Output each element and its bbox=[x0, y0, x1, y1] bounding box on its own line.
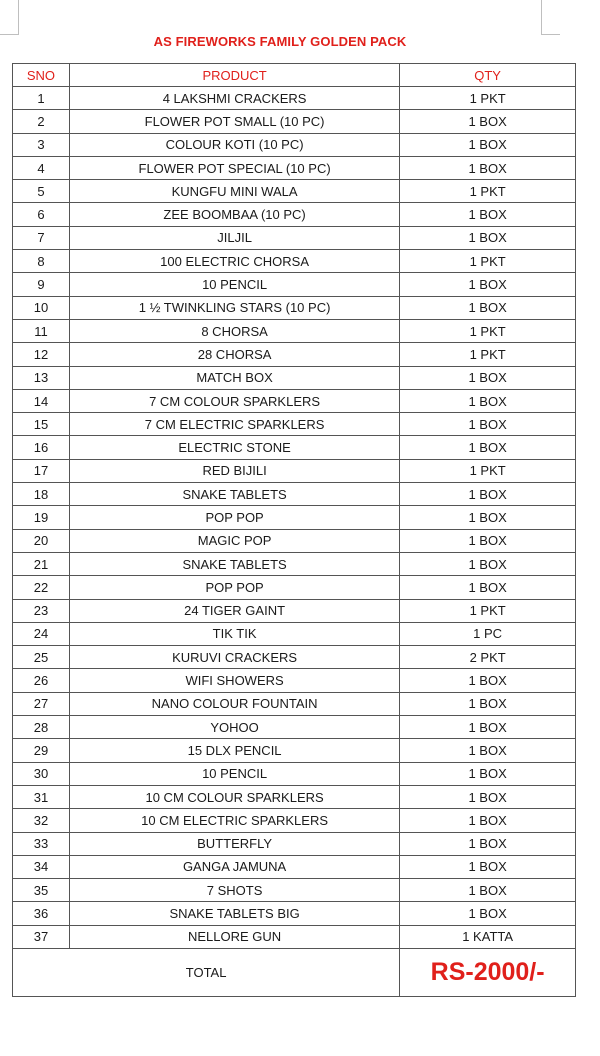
cell-qty: 1 BOX bbox=[400, 762, 576, 785]
cell-product: 10 PENCIL bbox=[69, 273, 399, 296]
table-row bbox=[13, 459, 576, 482]
table-row bbox=[13, 692, 576, 715]
cell-qty: 1 BOX bbox=[400, 483, 576, 506]
table-row bbox=[13, 506, 576, 529]
table-row bbox=[13, 925, 576, 948]
table-row bbox=[13, 133, 576, 156]
table-row bbox=[13, 576, 576, 599]
cell-sno: 37 bbox=[13, 925, 70, 948]
cell-qty: 1 BOX bbox=[400, 110, 576, 133]
page-corner-mark-right bbox=[541, 0, 560, 35]
cell-sno: 29 bbox=[13, 739, 70, 762]
cell-product: RED BIJILI bbox=[69, 459, 399, 482]
table-row bbox=[13, 273, 576, 296]
table-row bbox=[13, 319, 576, 342]
cell-product: 10 CM ELECTRIC SPARKLERS bbox=[69, 809, 399, 832]
cell-product: 7 CM ELECTRIC SPARKLERS bbox=[69, 413, 399, 436]
cell-product: 100 ELECTRIC CHORSA bbox=[69, 250, 399, 273]
table-row bbox=[13, 413, 576, 436]
cell-product: SNAKE TABLETS BIG bbox=[69, 902, 399, 925]
cell-qty: 1 BOX bbox=[400, 902, 576, 925]
cell-qty: 1 BOX bbox=[400, 436, 576, 459]
cell-product: JILJIL bbox=[69, 226, 399, 249]
cell-sno: 14 bbox=[13, 389, 70, 412]
cell-sno: 31 bbox=[13, 785, 70, 808]
cell-qty: 1 BOX bbox=[400, 552, 576, 575]
cell-sno: 1 bbox=[13, 87, 70, 110]
cell-sno: 25 bbox=[13, 646, 70, 669]
cell-qty: 1 BOX bbox=[400, 716, 576, 739]
cell-qty: 1 BOX bbox=[400, 832, 576, 855]
cell-sno: 4 bbox=[13, 156, 70, 179]
cell-qty: 1 BOX bbox=[400, 529, 576, 552]
total-row bbox=[13, 948, 576, 996]
cell-qty: 1 BOX bbox=[400, 296, 576, 319]
cell-product: ZEE BOOMBAA (10 PC) bbox=[69, 203, 399, 226]
cell-product: KUNGFU MINI WALA bbox=[69, 180, 399, 203]
cell-qty: 2 PKT bbox=[400, 646, 576, 669]
cell-qty: 1 PKT bbox=[400, 250, 576, 273]
cell-product: MATCH BOX bbox=[69, 366, 399, 389]
cell-sno: 3 bbox=[13, 133, 70, 156]
table-row bbox=[13, 87, 576, 110]
cell-sno: 7 bbox=[13, 226, 70, 249]
cell-product: COLOUR KOTI (10 PC) bbox=[69, 133, 399, 156]
cell-qty: 1 PKT bbox=[400, 87, 576, 110]
cell-sno: 23 bbox=[13, 599, 70, 622]
cell-sno: 21 bbox=[13, 552, 70, 575]
table-header-row bbox=[13, 64, 576, 87]
cell-product: 28 CHORSA bbox=[69, 343, 399, 366]
cell-sno: 36 bbox=[13, 902, 70, 925]
header-sno: SNO bbox=[13, 64, 70, 87]
cell-sno: 13 bbox=[13, 366, 70, 389]
table-row bbox=[13, 552, 576, 575]
cell-product: TIK TIK bbox=[69, 622, 399, 645]
cell-product: NANO COLOUR FOUNTAIN bbox=[69, 692, 399, 715]
cell-qty: 1 KATTA bbox=[400, 925, 576, 948]
cell-qty: 1 BOX bbox=[400, 692, 576, 715]
cell-qty: 1 BOX bbox=[400, 156, 576, 179]
table-row bbox=[13, 483, 576, 506]
table-row bbox=[13, 529, 576, 552]
cell-sno: 20 bbox=[13, 529, 70, 552]
table-row bbox=[13, 226, 576, 249]
table-row bbox=[13, 436, 576, 459]
cell-sno: 18 bbox=[13, 483, 70, 506]
cell-qty: 1 BOX bbox=[400, 273, 576, 296]
cell-qty: 1 BOX bbox=[400, 413, 576, 436]
cell-sno: 2 bbox=[13, 110, 70, 133]
table-row bbox=[13, 902, 576, 925]
table-row bbox=[13, 879, 576, 902]
cell-qty: 1 BOX bbox=[400, 389, 576, 412]
cell-product: YOHOO bbox=[69, 716, 399, 739]
table-row bbox=[13, 646, 576, 669]
table-row bbox=[13, 156, 576, 179]
cell-qty: 1 BOX bbox=[400, 133, 576, 156]
cell-sno: 32 bbox=[13, 809, 70, 832]
table-row bbox=[13, 622, 576, 645]
cell-product: 24 TIGER GAINT bbox=[69, 599, 399, 622]
cell-qty: 1 BOX bbox=[400, 226, 576, 249]
cell-product: 8 CHORSA bbox=[69, 319, 399, 342]
table-row bbox=[13, 366, 576, 389]
cell-product: 10 PENCIL bbox=[69, 762, 399, 785]
cell-sno: 34 bbox=[13, 855, 70, 878]
cell-qty: 1 BOX bbox=[400, 669, 576, 692]
table-row bbox=[13, 716, 576, 739]
cell-product: BUTTERFLY bbox=[69, 832, 399, 855]
cell-product: NELLORE GUN bbox=[69, 925, 399, 948]
cell-qty: 1 BOX bbox=[400, 506, 576, 529]
cell-sno: 9 bbox=[13, 273, 70, 296]
cell-sno: 27 bbox=[13, 692, 70, 715]
cell-qty: 1 BOX bbox=[400, 855, 576, 878]
cell-sno: 24 bbox=[13, 622, 70, 645]
cell-product: POP POP bbox=[69, 576, 399, 599]
cell-qty: 1 PKT bbox=[400, 459, 576, 482]
table-row bbox=[13, 762, 576, 785]
cell-product: WIFI SHOWERS bbox=[69, 669, 399, 692]
table-row bbox=[13, 739, 576, 762]
table-row bbox=[13, 809, 576, 832]
table-row bbox=[13, 110, 576, 133]
table-row bbox=[13, 180, 576, 203]
cell-sno: 22 bbox=[13, 576, 70, 599]
cell-qty: 1 BOX bbox=[400, 576, 576, 599]
cell-sno: 15 bbox=[13, 413, 70, 436]
cell-sno: 11 bbox=[13, 319, 70, 342]
cell-product: KURUVI CRACKERS bbox=[69, 646, 399, 669]
cell-sno: 12 bbox=[13, 343, 70, 366]
cell-product: ELECTRIC STONE bbox=[69, 436, 399, 459]
cell-qty: 1 PKT bbox=[400, 319, 576, 342]
table-row bbox=[13, 599, 576, 622]
document-title: AS FIREWORKS FAMILY GOLDEN PACK bbox=[153, 34, 407, 49]
table-row bbox=[13, 296, 576, 319]
cell-sno: 28 bbox=[13, 716, 70, 739]
cell-qty: 1 PKT bbox=[400, 180, 576, 203]
total-amount: RS-2000/- bbox=[400, 948, 576, 996]
cell-product: POP POP bbox=[69, 506, 399, 529]
cell-qty: 1 PKT bbox=[400, 599, 576, 622]
cell-sno: 8 bbox=[13, 250, 70, 273]
table-row bbox=[13, 203, 576, 226]
cell-product: SNAKE TABLETS bbox=[69, 552, 399, 575]
product-table bbox=[12, 63, 576, 997]
table-row bbox=[13, 250, 576, 273]
cell-qty: 1 BOX bbox=[400, 785, 576, 808]
cell-sno: 26 bbox=[13, 669, 70, 692]
cell-sno: 17 bbox=[13, 459, 70, 482]
header-qty: QTY bbox=[400, 64, 576, 87]
cell-qty: 1 PKT bbox=[400, 343, 576, 366]
table-row bbox=[13, 785, 576, 808]
cell-product: FLOWER POT SMALL (10 PC) bbox=[69, 110, 399, 133]
cell-qty: 1 BOX bbox=[400, 203, 576, 226]
cell-product: 7 SHOTS bbox=[69, 879, 399, 902]
cell-sno: 19 bbox=[13, 506, 70, 529]
cell-product: GANGA JAMUNA bbox=[69, 855, 399, 878]
table-row bbox=[13, 855, 576, 878]
cell-qty: 1 BOX bbox=[400, 366, 576, 389]
cell-product: 7 CM COLOUR SPARKLERS bbox=[69, 389, 399, 412]
cell-sno: 6 bbox=[13, 203, 70, 226]
cell-qty: 1 PC bbox=[400, 622, 576, 645]
cell-product: 10 CM COLOUR SPARKLERS bbox=[69, 785, 399, 808]
cell-product: MAGIC POP bbox=[69, 529, 399, 552]
cell-product: 4 LAKSHMI CRACKERS bbox=[69, 87, 399, 110]
cell-product: 15 DLX PENCIL bbox=[69, 739, 399, 762]
cell-qty: 1 BOX bbox=[400, 879, 576, 902]
page-corner-mark-left bbox=[0, 0, 19, 35]
table-row bbox=[13, 832, 576, 855]
cell-sno: 16 bbox=[13, 436, 70, 459]
header-product: PRODUCT bbox=[69, 64, 399, 87]
cell-product: 1 ½ TWINKLING STARS (10 PC) bbox=[69, 296, 399, 319]
cell-sno: 5 bbox=[13, 180, 70, 203]
cell-sno: 10 bbox=[13, 296, 70, 319]
table-row bbox=[13, 669, 576, 692]
total-label: TOTAL bbox=[13, 948, 400, 996]
cell-sno: 30 bbox=[13, 762, 70, 785]
cell-sno: 35 bbox=[13, 879, 70, 902]
cell-qty: 1 BOX bbox=[400, 739, 576, 762]
cell-product: FLOWER POT SPECIAL (10 PC) bbox=[69, 156, 399, 179]
table-row bbox=[13, 389, 576, 412]
cell-qty: 1 BOX bbox=[400, 809, 576, 832]
cell-sno: 33 bbox=[13, 832, 70, 855]
cell-product: SNAKE TABLETS bbox=[69, 483, 399, 506]
table-row bbox=[13, 343, 576, 366]
